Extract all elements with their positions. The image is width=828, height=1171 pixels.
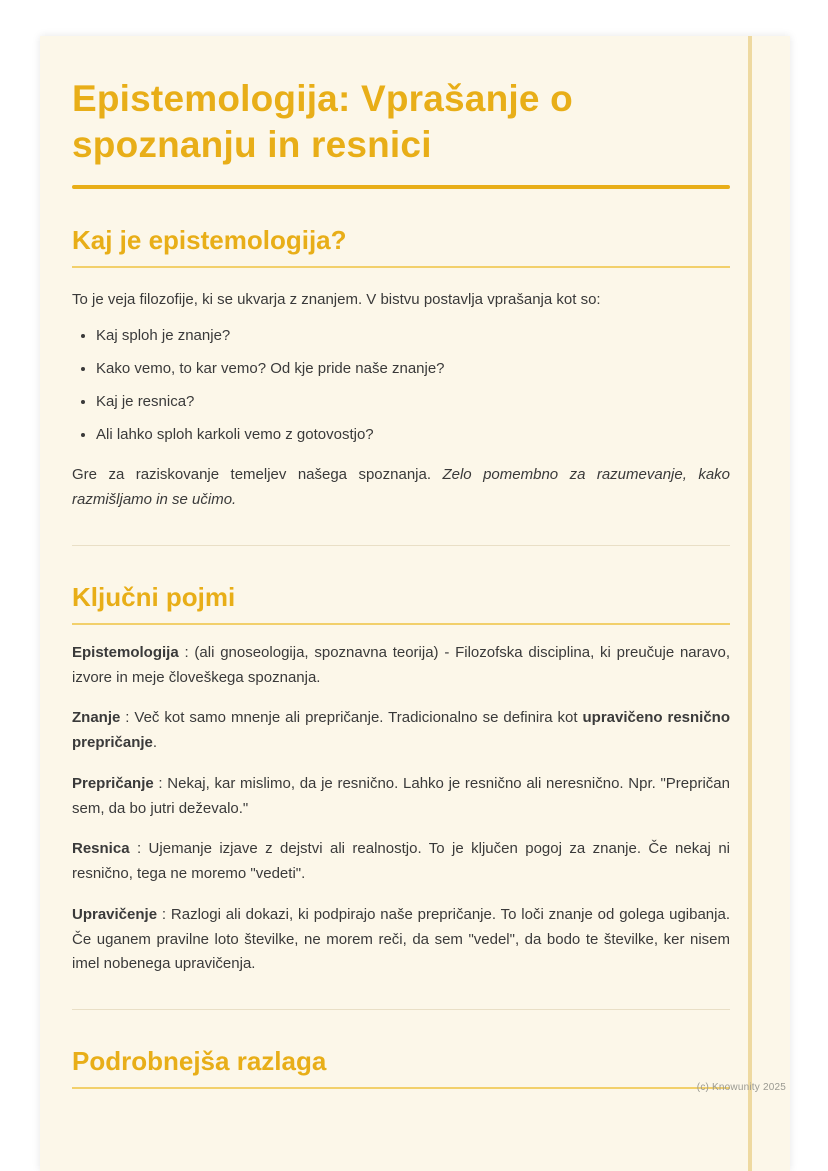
section-divider (72, 1009, 730, 1010)
term-body-after: . (152, 734, 158, 751)
question-list (72, 324, 730, 447)
term-name: Upravičenje (72, 905, 158, 923)
page-content (40, 36, 790, 1089)
term-paragraph-prepricanje (72, 772, 730, 822)
term-body-bold: upravičeno resnično prepričanje (72, 709, 730, 751)
list-item: • Kaj sploh je znanje? (96, 324, 730, 349)
summary-text: Gre za raziskovanje temeljev našega spoznanja. (72, 466, 443, 484)
intro-paragraph: To je veja filozofije, ki se ukvarja z znanjem. V bistvu postavlja vprašanja kot so: (72, 290, 601, 308)
list-item: • Kako vemo, to kar vemo? Od kje pride naše znanje? (96, 357, 730, 382)
term-body: : Več kot samo mnenje ali prepričanje. Tradicionalno se definira kot (120, 709, 583, 727)
section-heading-detailed-explanation: Podrobnejša razlaga (72, 1046, 730, 1089)
term-paragraph-epistemologija (72, 641, 730, 691)
term-paragraph-resnica (72, 837, 730, 887)
list-item: • Ali lahko sploh karkoli vemo z gotovostjo? (96, 423, 730, 448)
summary-paragraph (72, 463, 730, 513)
title-rule (72, 185, 730, 189)
term-name: Epistemologija (72, 643, 179, 661)
page-title: Epistemologija: Vprašanje o spoznanju in resnici (72, 78, 573, 166)
watermark: (c) Knowunity 2025 (696, 1082, 786, 1093)
summary-italic-text: Zelo pomembno za razumevanje, kako razmišljamo in se učimo. (72, 466, 731, 508)
section-heading-key-terms: Ključni pojmi (72, 582, 730, 625)
document-page (40, 36, 790, 1171)
term-name: Prepričanje (72, 774, 154, 792)
term-body: : Razlogi ali dokazi, ki podpirajo naše prepričanje. To loči znanje od golega ugibanja. Če uganem pravilne loto številke, ne morem reči, da sem "vedel", da bodo te številke, ker nisem imel nobenega upravičenja. (72, 905, 730, 973)
term-body: : Nekaj, kar mislimo, da je resnično. Lahko je resnično ali neresnično. Npr. "Prepričan sem, da bo jutri deževalo." (72, 774, 730, 817)
term-body: : (ali gnoseologija, spoznavna teorija) - Filozofska disciplina, ki preučuje naravo, izvore in meje človeškega spoznanja. (72, 643, 730, 686)
term-paragraph-znanje (72, 706, 730, 756)
list-item: • Kaj je resnica? (96, 390, 730, 415)
term-paragraph-upravicenje (72, 903, 730, 977)
term-body: : Ujemanje izjave z dejstvi ali realnostjo. To je ključen pogoj za znanje. Če nekaj ni resnično, tega ne moremo "vedeti". (72, 840, 730, 882)
section-divider (72, 545, 730, 546)
term-name: Znanje (72, 709, 121, 727)
term-name: Resnica (72, 840, 130, 858)
section-heading-what-is-epistemology: Kaj je epistemologija? (72, 225, 730, 268)
